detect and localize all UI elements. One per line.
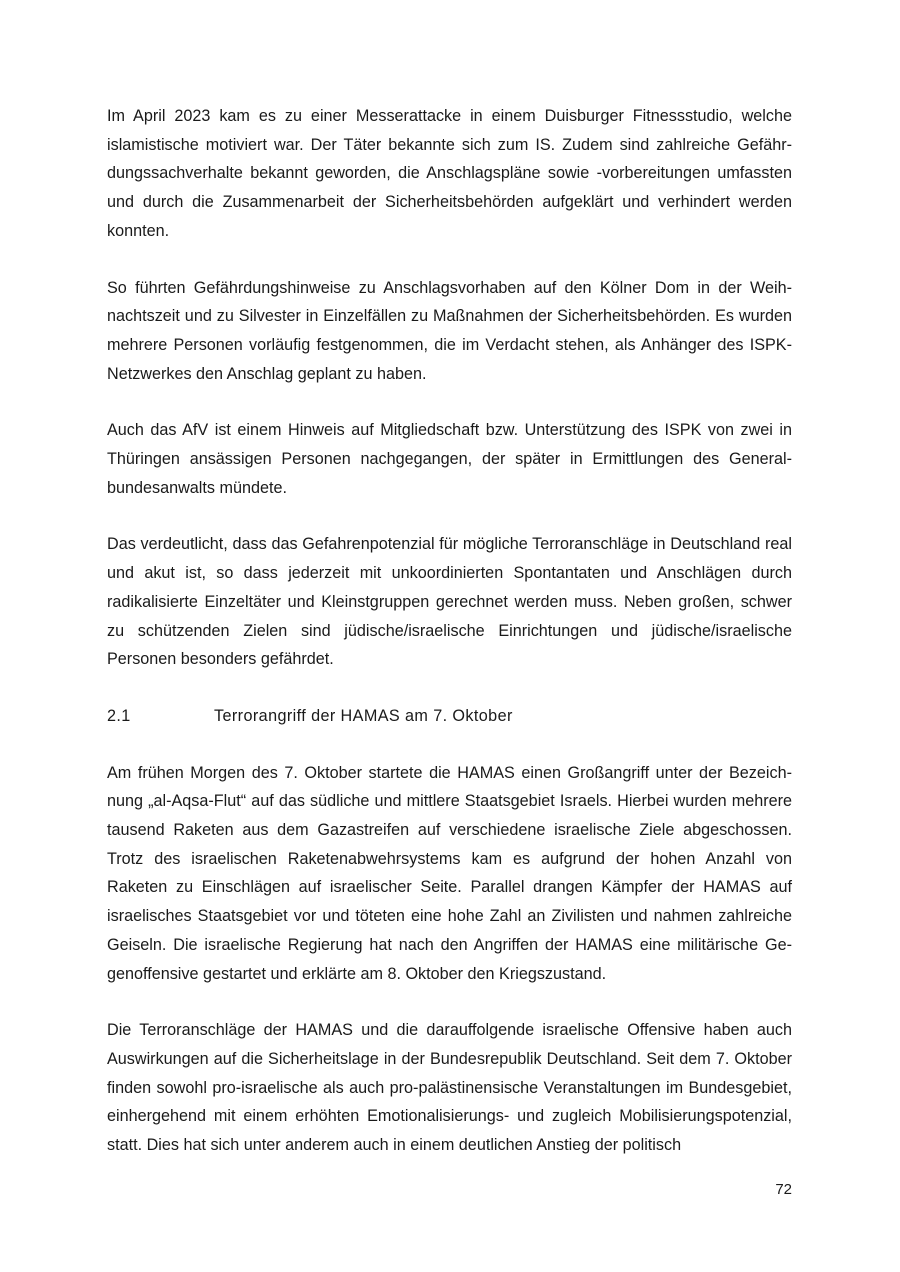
section-number: 2.1 (107, 706, 131, 725)
paragraph-duisburg-attack: Im April 2023 kam es zu einer Messerattacke in einem Duisburger Fitnessstudio, welche islamistische motiviert war. Der Täter bekannte sich zum IS. Zudem sind zahlreiche Gefährdungssachverhalte bekannt geworden, die Anschlagspläne sowie -vorbereitungen umfassten und durch die Zusammenarbeit der Sicherheitsbehörden aufgeklärt und verhindert werden konnten. (107, 107, 792, 240)
paragraph-threat-potential: Das verdeutlicht, dass das Gefahrenpotenzial für mögliche Terroranschläge in Deutschland real und akut ist, so dass jederzeit mit unkoordinierten Spontantaten und Anschlägen durch radikalisierte Einzeltäter und Kleinstgruppen gerechnet werden muss. Neben großen, schwer zu schützenden Zielen sind jüdische/israelische Einrichtungen und jüdische/israelische Personen besonders gefährdet. (107, 535, 792, 669)
page-body (107, 102, 792, 1160)
section-heading (107, 702, 792, 731)
section-title: Terrorangriff der HAMAS am 7. Oktober (214, 706, 513, 725)
paragraph-afv-ispk: Auch das AfV ist einem Hinweis auf Mitgliedschaft bzw. Unterstützung des ISPK von zwei in Thüringen ansässigen Personen nachgegangen, der später in Ermittlungen des Generalbundesanwalts mündete. (107, 421, 792, 497)
page-number: 72 (775, 1181, 792, 1198)
paragraph-hamas-attack: Am frühen Morgen des 7. Oktober startete die HAMAS einen Großangriff unter der Bezeichnung „al-Aqsa-Flut“ auf das südliche und mittlere Staatsgebiet Israels. Hierbei wurden mehrere tausend Raketen aus dem Gazastreifen auf verschiedene israelische Ziele abgeschossen. Trotz des israelischen Raketenabwehrsystems kam es aufgrund der hohen Anzahl von Raketen zu Einschlägen auf israelischer Seite. Parallel drangen Kämpfer der HAMAS auf israelisches Staatsgebiet vor und töteten eine hohe Zahl an Zivilisten und nahmen zahlreiche Geiseln. Die israelische Regierung hat nach den Angriffen der HAMAS eine militärische Gegenoffensive gestartet und erklärte am 8. Oktober den Kriegszustand. (107, 763, 792, 983)
paragraph-security-impact: Die Terroranschläge der HAMAS und die darauffolgende israelische Offensive haben auch Auswirkungen auf die Sicherheitslage in der Bundesrepublik Deutschland. Seit dem 7. Oktober finden sowohl pro-israelische als auch pro-palästinensische Veranstaltungen im Bundesgebiet, einhergehend mit einem erhöhten Emotionalisierungs- und zugleich Mobilisierungspotenzial, statt. Dies hat sich unter anderem auch in einem deutlichen Anstieg der politisch (107, 1021, 792, 1155)
paragraph-cologne-cathedral: So führten Gefährdungshinweise zu Anschlagsvorhaben auf den Kölner Dom in der Weihnachtszeit und zu Silvester in Einzelfällen zu Maßnahmen der Sicherheitsbehörden. Es wurden mehrere Personen vorläufig festgenommen, die im Verdacht stehen, als Anhänger des ISPK-Netzwerkes den Anschlag geplant zu haben. (107, 278, 792, 383)
